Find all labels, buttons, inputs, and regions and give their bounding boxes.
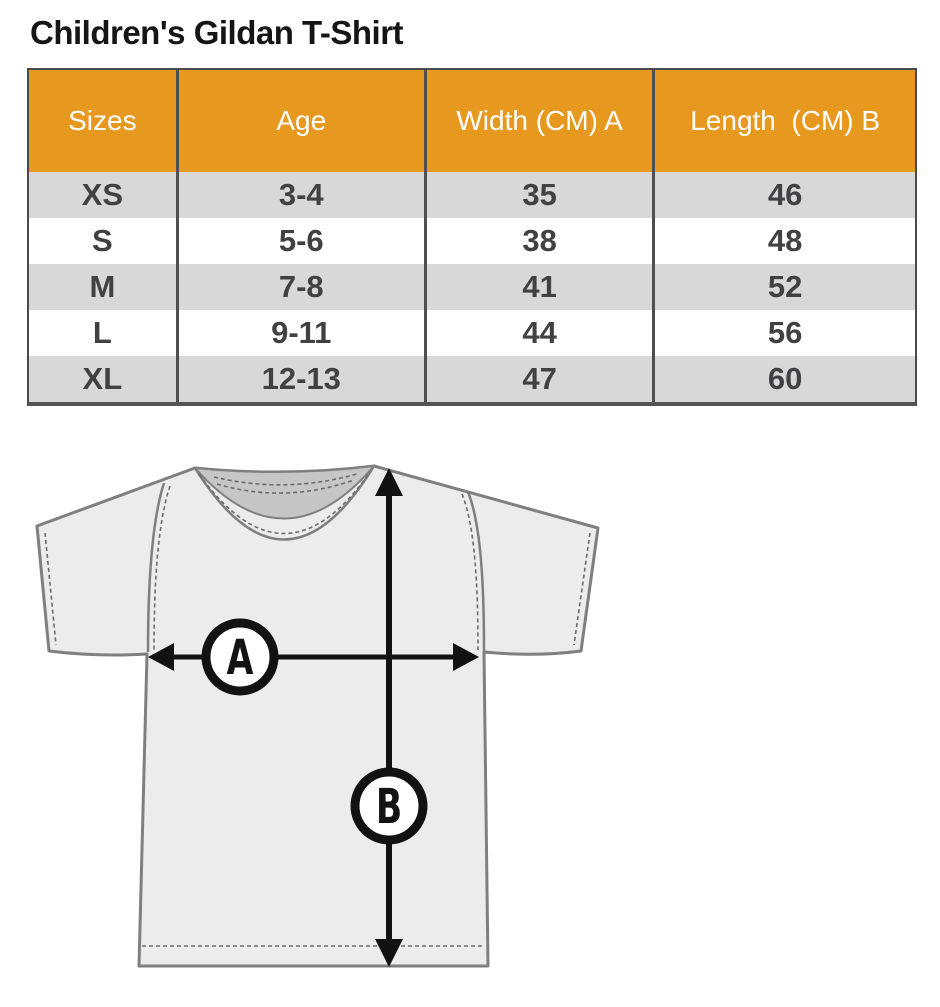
cell-size: XL xyxy=(29,356,179,402)
cell-age: 9-11 xyxy=(179,310,427,356)
cell-length: 52 xyxy=(767,269,803,304)
cell-length: 46 xyxy=(767,177,803,212)
cell-age: 3-4 xyxy=(179,172,427,218)
cell-width: 47 xyxy=(427,356,656,402)
cell-width: 41 xyxy=(427,264,656,310)
cell-size: M xyxy=(29,264,179,310)
header-cell-age: Age xyxy=(179,70,427,172)
page-title: Children's Gildan T-Shirt xyxy=(30,14,404,51)
cell-width: 38 xyxy=(427,218,656,264)
cell-size: S xyxy=(29,218,179,264)
header-cell-width: Width (CM) A xyxy=(427,70,656,172)
cell-length: 60 xyxy=(767,361,803,396)
cell-size: L xyxy=(29,310,179,356)
tshirt-outline xyxy=(37,466,598,966)
cell-age: 7-8 xyxy=(179,264,427,310)
cell-width: 35 xyxy=(427,172,656,218)
cell-length: 56 xyxy=(767,315,803,350)
width-label: A xyxy=(226,629,254,686)
cell-length: 48 xyxy=(767,223,803,258)
cell-age: 12-13 xyxy=(179,356,427,402)
cell-width: 44 xyxy=(427,310,656,356)
header-cell-length: Length (CM) B xyxy=(690,105,881,136)
cell-size: XS xyxy=(29,172,179,218)
cell-age: 5-6 xyxy=(179,218,427,264)
length-label: B xyxy=(375,778,403,835)
header-cell-sizes: Sizes xyxy=(29,70,179,172)
